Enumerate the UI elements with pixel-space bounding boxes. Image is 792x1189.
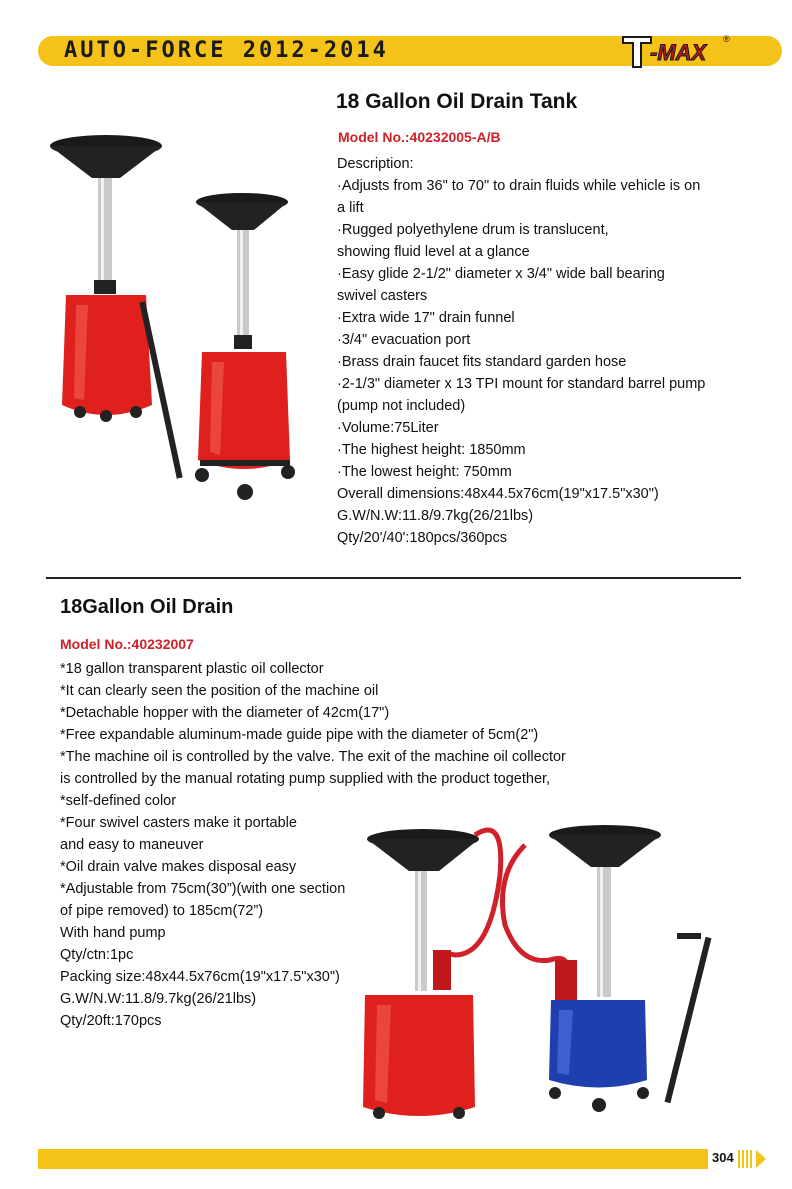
oil-drain-pump-image [355,815,745,1125]
logo-wordmark: -MAX [650,40,707,65]
description-line: G.W/N.W:11.8/9.7kg(26/21lbs) [337,508,534,524]
model-label: Model No.: [60,636,132,652]
description-line: *Free expandable aluminum-made guide pipe with the diameter of 5cm(2") [60,727,539,743]
description-line: ·The lowest height: 750mm [337,464,512,480]
description-line: With hand pump [60,925,166,941]
description-line: Description: [337,156,414,172]
description-line: Overall dimensions:48x44.5x76cm(19"x17.5"x30") [337,486,659,502]
description-line: *18 gallon transparent plastic oil collector [60,661,324,677]
product2-model [60,636,194,652]
description-line: a lift [337,200,364,216]
description-line: and easy to maneuver [60,837,204,853]
description-line: ·Extra wide 17" drain funnel [337,310,515,326]
model-number: 40232007 [131,636,194,652]
section-divider [46,577,741,579]
description-line: ·2-1/3" diameter x 13 TPI mount for standard barrel pump [337,376,706,392]
description-line: ·3/4" evacuation port [337,332,471,348]
catalog-title: AUTO-FORCE 2012-2014 [64,38,389,63]
tmax-logo [620,32,730,72]
description-line: Packing size:48x44.5x76cm(19"x17.5"x30") [60,969,340,985]
description-line: *Oil drain valve makes disposal easy [60,859,297,875]
description-line: ·Brass drain faucet fits standard garden hose [337,354,627,370]
model-label: Model No.: [338,129,410,145]
description-line: *Adjustable from 75cm(30”)(with one section [60,881,346,897]
description-line: Qty/20'/40':180pcs/360pcs [337,530,507,546]
description-line: *Detachable hopper with the diameter of 42cm(17") [60,705,390,721]
description-line: *self-defined color [60,793,177,809]
description-line: is controlled by the manual rotating pump supplied with the product together, [60,771,551,787]
description-line: swivel casters [337,288,428,304]
product2-title: 18Gallon Oil Drain [60,596,234,618]
description-line: showing fluid level at a glance [337,244,530,260]
footer-bar [38,1149,708,1169]
description-line: *It can clearly seen the position of the machine oil [60,683,379,699]
description-line: G.W/N.W:11.8/9.7kg(26/21lbs) [60,991,257,1007]
description-line: ·Easy glide 2-1/2" diameter x 3/4" wide ball bearing [337,266,665,282]
description-line: Qty/20ft:170pcs [60,1013,162,1029]
oil-drain-tank-image [40,130,330,510]
description-line: (pump not included) [337,398,466,414]
description-line: ·Adjusts from 36" to 70" to drain fluids while vehicle is on [337,178,701,194]
page-number: 304 [712,1150,734,1165]
product1-model [338,129,501,145]
description-line: *The machine oil is controlled by the valve. The exit of the machine oil collector [60,749,566,765]
product1-title: 18 Gallon Oil Drain Tank [336,90,578,113]
description-line: *Four swivel casters make it portable [60,815,297,831]
description-line: ·Volume:75Liter [337,420,439,436]
arrow-stripes-icon [738,1150,768,1168]
registered-mark: ® [723,34,730,44]
product1-description [337,153,777,549]
description-line: ·Rugged polyethylene drum is translucent, [337,222,609,238]
model-number: 40232005-A/B [409,129,501,145]
description-line: ·The highest height: 1850mm [337,442,526,458]
description-line: of pipe removed) to 185cm(72”) [60,903,264,919]
description-line: Qty/ctn:1pc [60,947,134,963]
